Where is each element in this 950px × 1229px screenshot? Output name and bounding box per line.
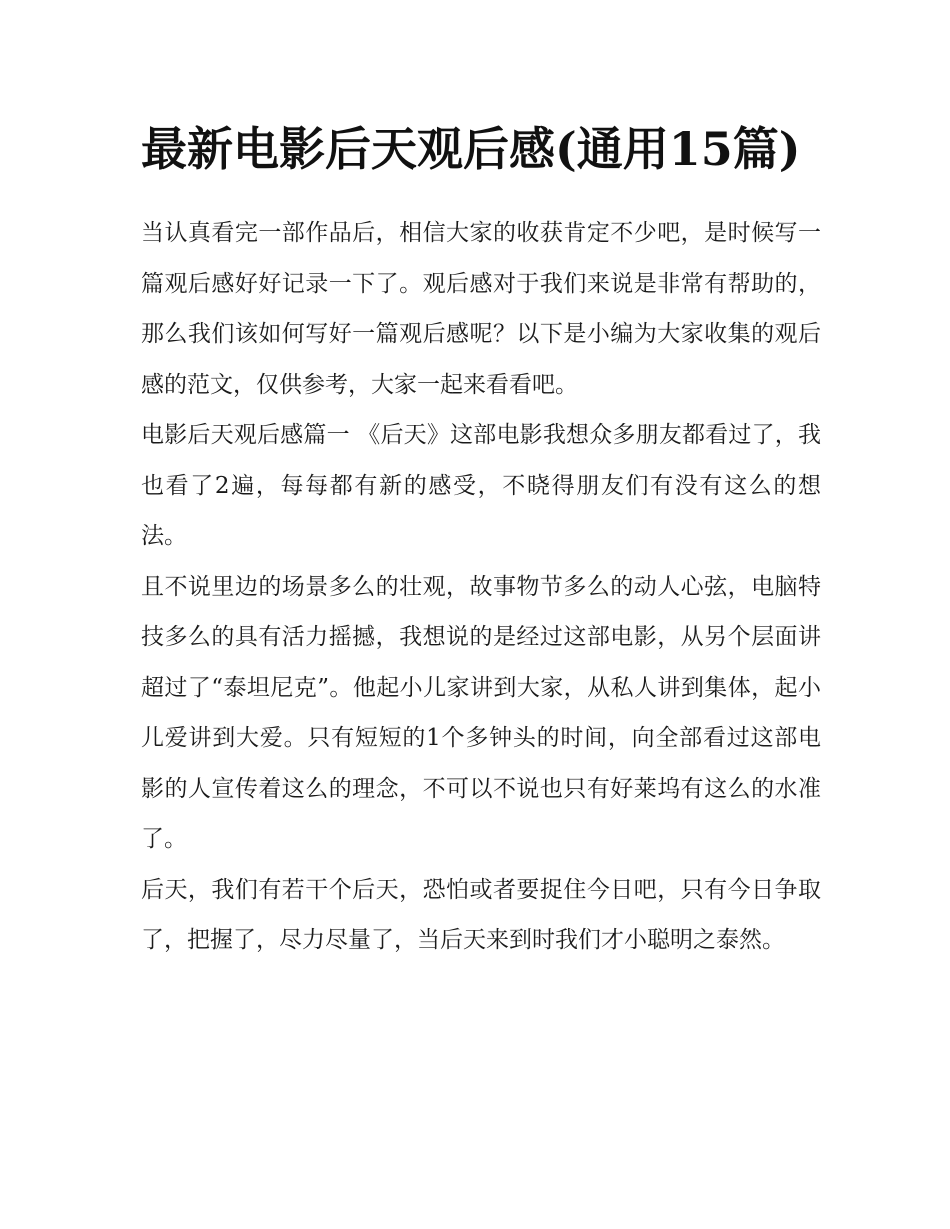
paragraph-3: 后天，我们有若干个后天，恐怕或者要捉住今日吧，只有今日争取了，把握了，尽力尽量了，当后天来到时我们才小聪明之泰然。 — [141, 876, 821, 953]
paragraph-1: 电影后天观后感篇一 《后天》这部电影我想众多朋友都看过了，我也看了2遍，每每都有新的感受，不晓得朋友们有没有这么的想法。 — [141, 422, 821, 549]
paragraph-intro: 当认真看完一部作品后，相信大家的收获肯定不少吧，是时候写一篇观后感好好记录一下了。观后感对于我们来说是非常有帮助的，那么我们该如何写好一篇观后感呢？以下是小编为大家收集的观后感的范文，仅供参考，大家一起来看看吧。 — [141, 220, 821, 398]
paragraph-2: 且不说里边的场景多么的壮观，故事物节多么的动人心弦，电脑特技多么的具有活力摇撼，我想说的是经过这部电影，从另个层面讲超过了“泰坦尼克”。他起小儿家讲到大家，从私人讲到集体，起小儿爱讲到大爱。只有短短的1个多钟头的时间，向全部看过这部电影的人宣传着这么的理念，不可以不说也只有好莱坞有这么的水准了。 — [141, 573, 821, 852]
document-body — [141, 208, 821, 966]
document-title: 最新电影后天观后感(通用15篇) — [141, 122, 801, 176]
document-page — [141, 112, 821, 966]
